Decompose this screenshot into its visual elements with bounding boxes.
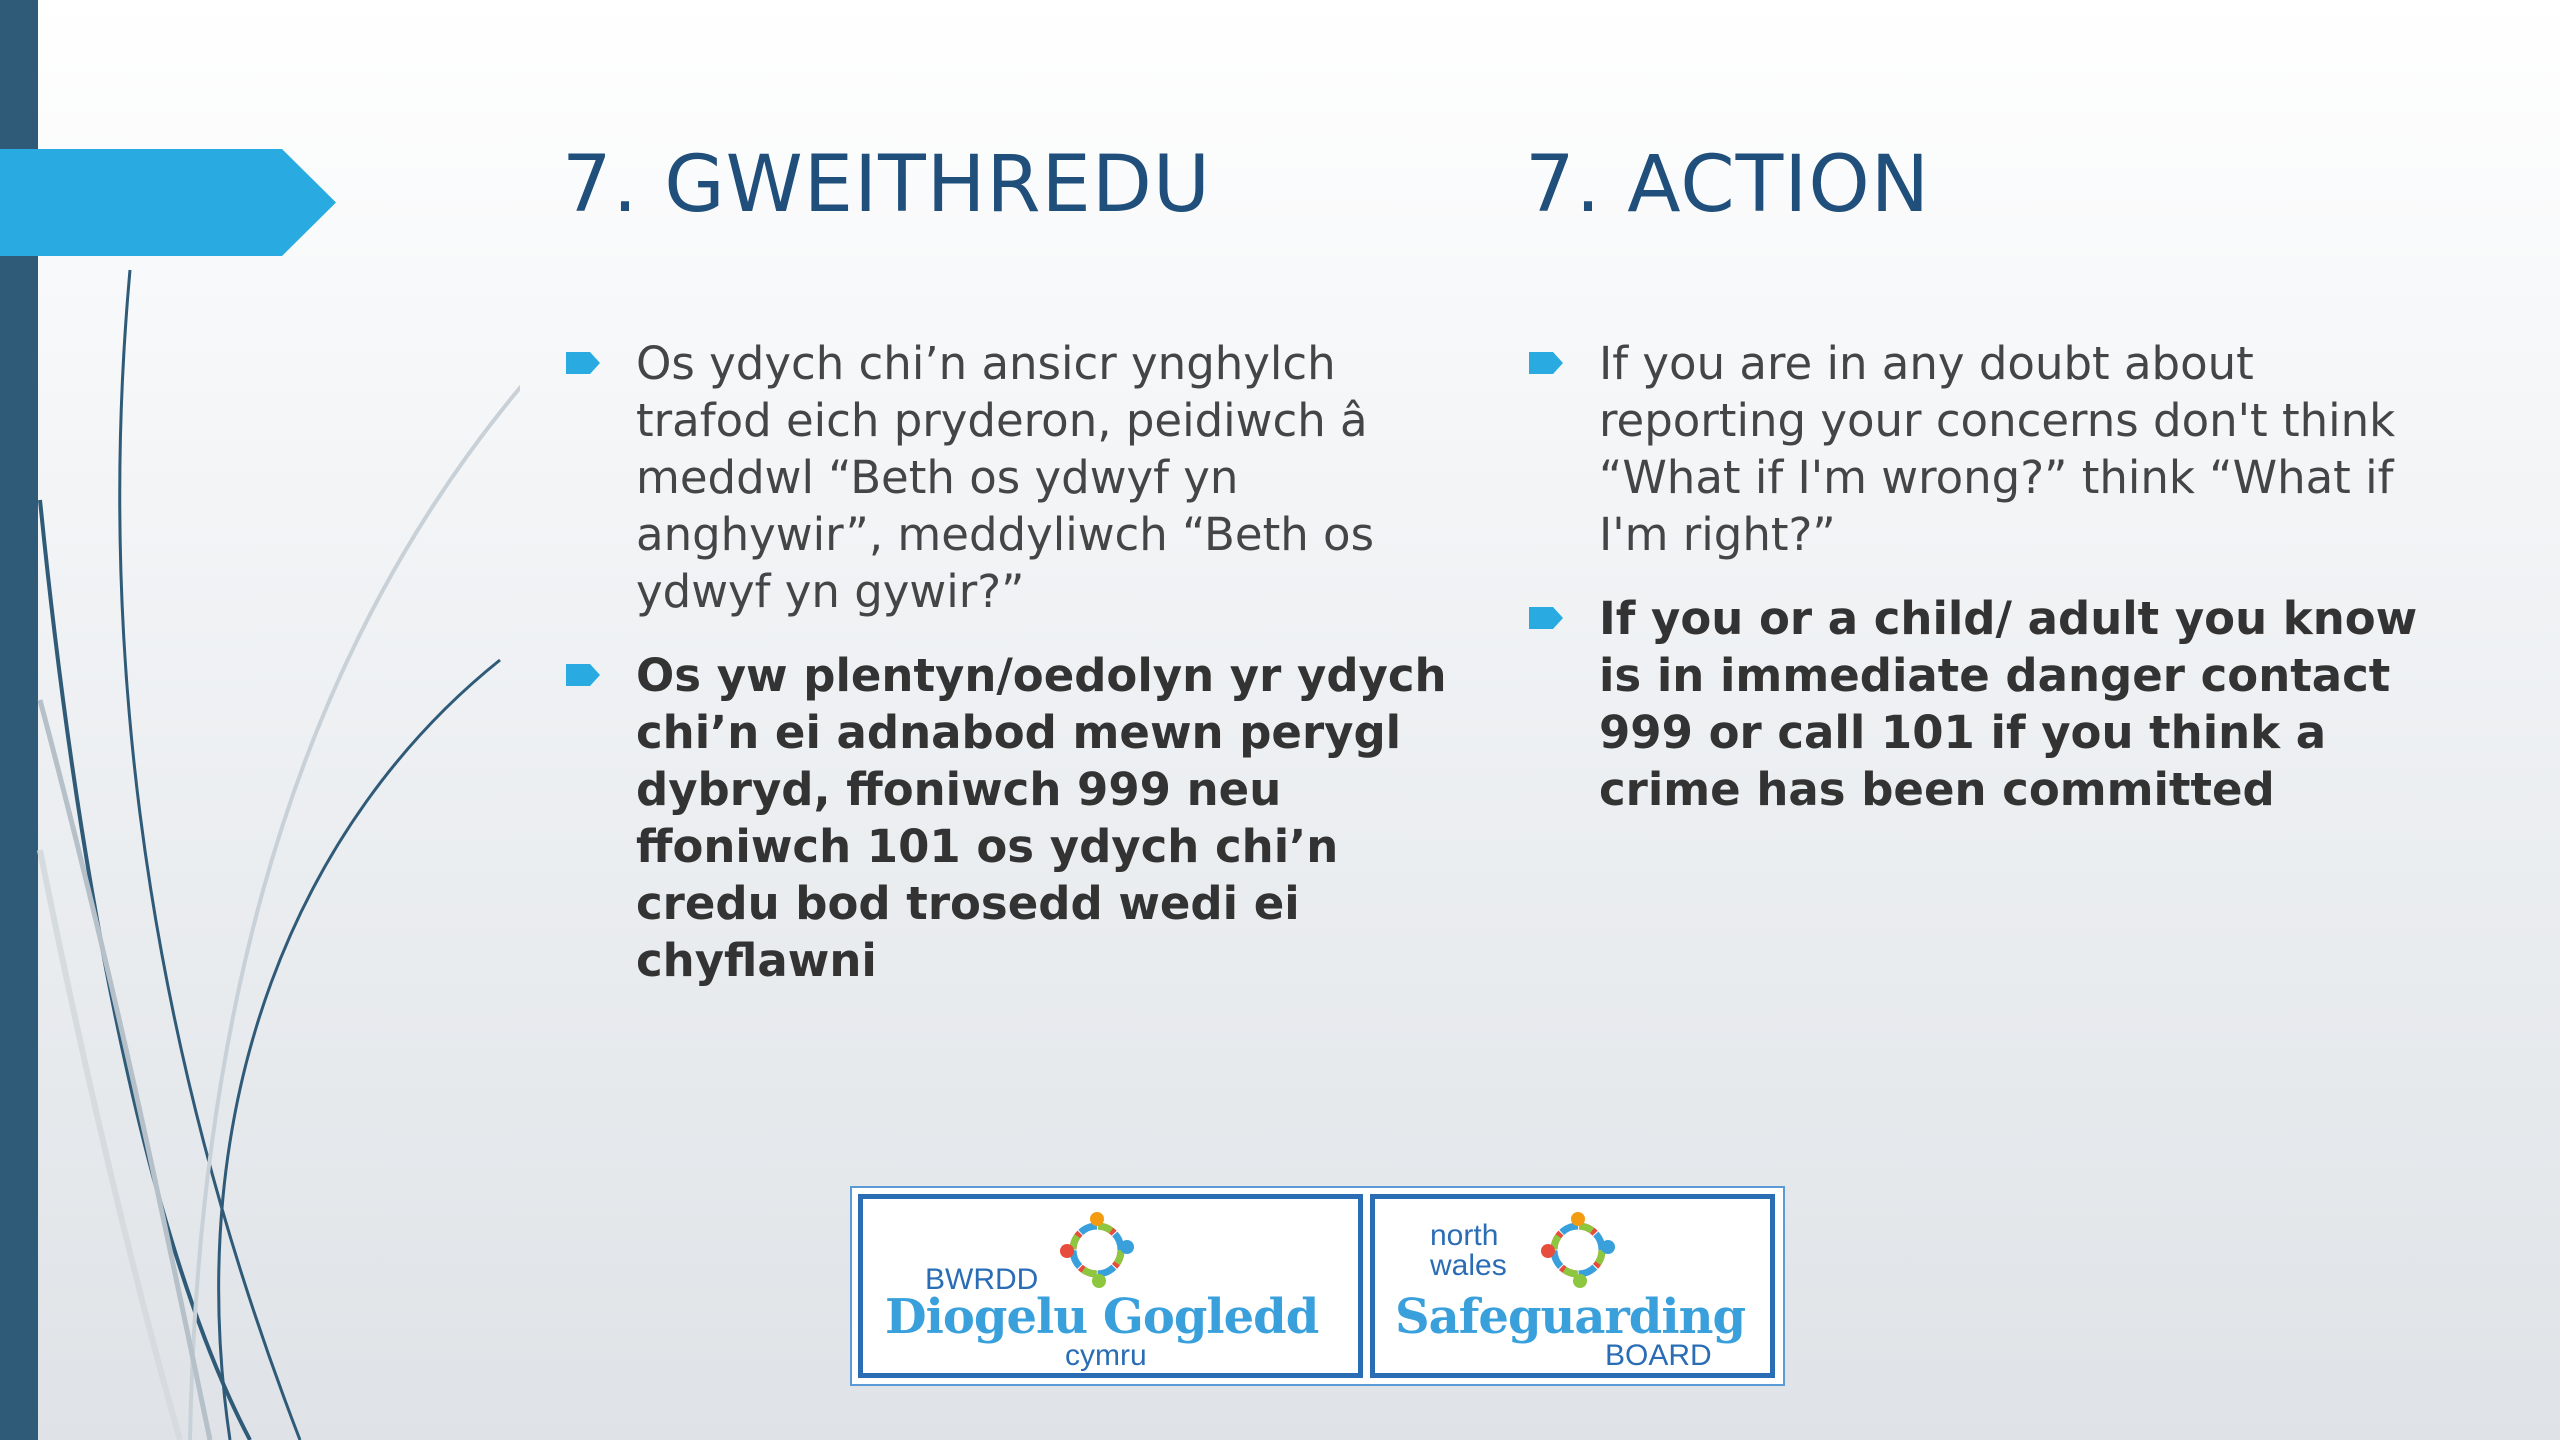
heading-welsh: 7. GWEITHREDU [562, 140, 1211, 230]
logo-welsh-panel [858, 1194, 1363, 1378]
people-circle-icon [1054, 1207, 1140, 1293]
welsh-bullet-doubt-text: Os ydych chi’n ansicr ynghylch trafod eich pryderon, peidiwch â meddwl “Beth os ydwyf yn anghywir”, meddyliwch “Beth os ydwyf yn gywir?” [636, 337, 1375, 618]
heading-english: 7. ACTION [1525, 140, 1931, 230]
logo-english-bottom: BOARD [1605, 1339, 1712, 1372]
logo-welsh-main: Diogelu Gogledd [885, 1289, 1319, 1345]
logo-english-top-2: wales [1430, 1249, 1507, 1282]
english-bullet-danger-text: If you or a child/ adult you know is in immediate danger contact 999 or call 101 if you think a crime has been committed [1599, 592, 2418, 816]
logo-welsh-top: BWRDD [925, 1263, 1039, 1296]
welsh-bullet-danger-text: Os yw plentyn/oedolyn yr ydych chi’n ei adnabod mewn perygl dybryd, ffoniwch 999 neu ffoniwch 101 os ydych chi’n credu bod trosedd wedi ei chyflawni [636, 649, 1447, 987]
welsh-bullet-doubt [562, 335, 1462, 620]
logo-english-top-1: north [1430, 1219, 1499, 1252]
logo-english-panel [1370, 1194, 1775, 1378]
logo-english-main: Safeguarding [1395, 1289, 1746, 1345]
arrow-bullet-icon [1529, 352, 1563, 374]
arrow-bullet-icon [566, 664, 600, 686]
welsh-bullet-list [562, 335, 1462, 1016]
english-bullet-doubt [1525, 335, 2425, 563]
english-bullet-danger [1525, 590, 2425, 818]
accent-arrow-tab [0, 149, 336, 256]
english-bullet-doubt-text: If you are in any doubt about reporting your concerns don't think “What if I'm wrong?” think “What if I'm right?” [1599, 337, 2396, 561]
arrow-bullet-icon [1529, 607, 1563, 629]
logo-welsh-bottom: cymru [1065, 1339, 1147, 1372]
people-circle-icon [1535, 1207, 1621, 1293]
safeguarding-board-logo [850, 1186, 1785, 1386]
arrow-bullet-icon [566, 352, 600, 374]
english-bullet-list [1525, 335, 2425, 845]
welsh-bullet-danger [562, 647, 1462, 989]
